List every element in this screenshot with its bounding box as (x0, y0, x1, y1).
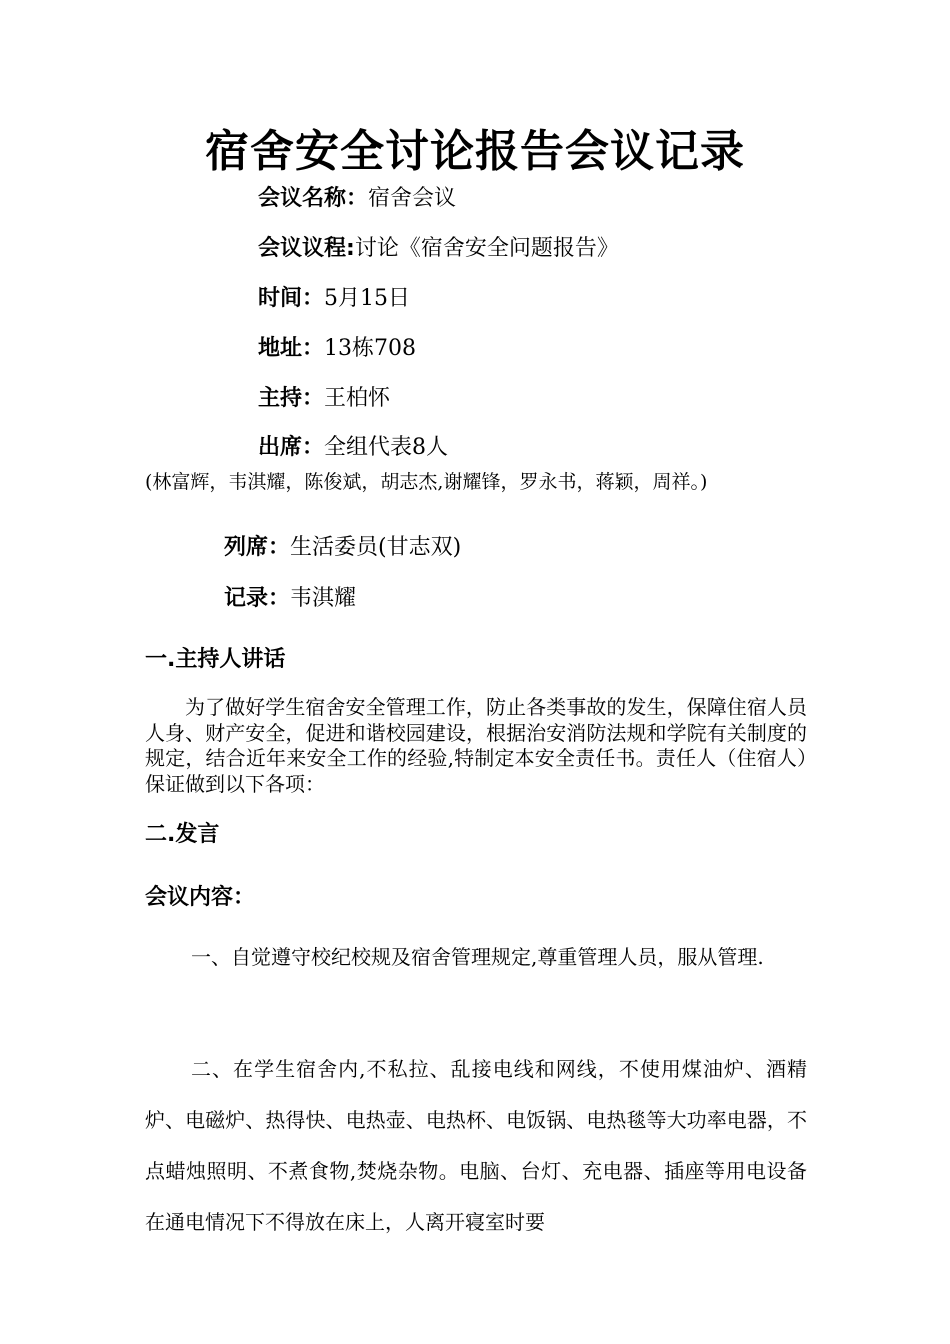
meeting-name (258, 184, 456, 214)
meeting-host-label: 主持： (258, 386, 325, 411)
content-heading: 会议内容： (145, 885, 256, 910)
meeting-address-label: 地址： (258, 336, 325, 361)
document-title: 宿舍安全讨论报告会议记录 (205, 126, 745, 177)
meeting-address-value: 13栋708 (324, 336, 417, 361)
meeting-host-value: 王柏怀 (324, 386, 391, 411)
meeting-present-label: 出席： (258, 435, 325, 460)
meeting-time-value: 5月15日 (324, 286, 411, 311)
meeting-present-value: 全组代表8人 (324, 435, 449, 460)
meeting-name-label: 会议名称： (258, 186, 369, 211)
section-host-speech: 一.主持人讲话 (145, 647, 286, 672)
meeting-time (258, 284, 410, 314)
section-speech: 二.发言 (145, 822, 220, 847)
attendee-list: (林富辉，韦淇耀，陈俊斌，胡志杰,谢耀锋，罗永书，蒋颖，周祥。) (145, 471, 708, 493)
meeting-agenda-value: 讨论《宿舍安全问题报告》 (354, 236, 619, 261)
meeting-host (258, 384, 390, 414)
meeting-name-value: 宿舍会议 (368, 186, 457, 211)
meeting-agenda (258, 234, 619, 264)
content-item-2: 二、在学生宿舍内,不私拉、乱接电线和网线，不使用煤油炉、酒精炉、电磁炉、热得快、电热壶、电热杯、电饭锅、电热毯等大功率电器，不点蜡烛照明、不煮食物,焚烧杂物。电脑、台灯、充电器、插座等用电设备在通电情况下不得放在床上，人离开寝室时要 (145, 1057, 807, 1234)
content-item-1: 一、自觉遵守校纪校规及宿舍管理规定,尊重管理人员，服从管理. (191, 945, 764, 969)
meeting-time-label: 时间： (258, 286, 325, 311)
meeting-agenda-label: 会议议程: (258, 236, 355, 261)
intro-paragraph: 为了做好学生宿舍安全管理工作，防止各类事故的发生，保障住宿人员人身、财产安全，促进和谐校园建设，根据治安消防法规和学院有关制度的规定，结合近年来安全工作的经验,特制定本安全责任书。责任人（住宿人）保证做到以下各项： (145, 695, 807, 796)
meeting-recorder (224, 584, 356, 614)
meeting-address (258, 334, 416, 364)
meeting-recorder-label: 记录： (224, 586, 291, 611)
meeting-observer-value: 生活委员(甘志双) (290, 535, 462, 560)
meeting-recorder-value: 韦淇耀 (290, 586, 357, 611)
meeting-present (258, 433, 448, 463)
meeting-observer (224, 533, 461, 563)
meeting-observer-label: 列席： (224, 535, 291, 560)
